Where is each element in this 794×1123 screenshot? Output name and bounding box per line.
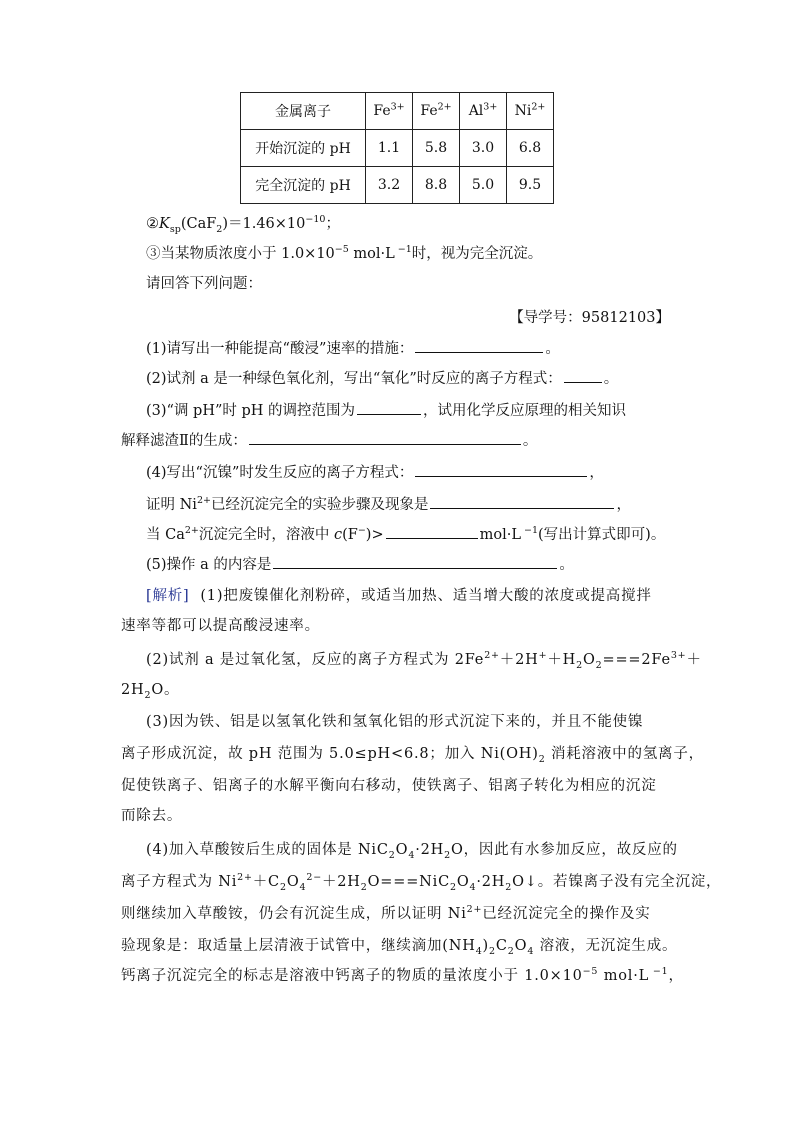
- table-cell: 5.8: [413, 130, 460, 167]
- question-3-cont: 解释滤渣Ⅱ的生成： 。: [121, 430, 537, 451]
- table-row: [241, 130, 554, 167]
- solution-4d: 验现象是：取适量上层清液于试管中，继续滴加$(NH_4)_2C_2O_4$ 溶液，无沉淀生成。: [121, 938, 678, 957]
- solution-3d: 而除去。: [121, 808, 183, 824]
- solution-4c: 则继续加入草酸铵，仍会有沉淀生成，所以证明 $Ni^{2+}$已经沉淀完全的操作及实: [121, 904, 651, 922]
- table-cell: 8.8: [413, 167, 460, 204]
- analysis-tag: [解析]: [146, 588, 190, 604]
- prompt-text: 请回答下列问题：: [146, 276, 262, 292]
- question-5: (5)操作 a 的内容是 。: [146, 554, 574, 575]
- table-row: [241, 167, 554, 204]
- answer-blank[interactable]: [415, 462, 587, 477]
- solution-1a: [解析] (1)把废镍催化剂粉碎，或适当加热、适当增大酸的浓度或提高搅拌: [146, 588, 652, 604]
- solution-4e: 钙离子沉淀完全的标志是溶液中钙离子的物质的量浓度小于 $1.0\times 10^{-5}$ mol·L $^{-1}$，: [121, 966, 684, 984]
- solution-4b: 离子方程式为 $Ni^{2+}+C_2O_4^{2-}+2H_2O===NiC_2O_4\cdot 2H_2O↓$。若镍离子没有完全沉淀，: [121, 872, 722, 893]
- table-header-cell: $Fe^{2+}$: [413, 93, 460, 130]
- question-2: (2)试剂 a 是一种绿色氧化剂，写出“氧化”时反应的离子方程式： 。: [146, 368, 618, 389]
- solution-3a: (3)因为铁、铝是以氢氧化铁和氢氧化铝的形式沉淀下来的，并且不能使镍: [146, 714, 644, 730]
- question-1: (1)请写出一种能提高“酸浸”速率的措施： 。: [146, 338, 560, 359]
- answer-blank[interactable]: [415, 338, 543, 353]
- question-4-prove: 证明 $Ni^{2+}$已经沉淀完全的实验步骤及现象是 ，: [146, 495, 631, 513]
- guide-number: 【导学号：95812103】: [509, 310, 670, 326]
- answer-blank[interactable]: [357, 400, 421, 415]
- question-3: (3)“调 pH”时 pH 的调控范围为 ，试用化学反应原理的相关知识: [146, 400, 626, 421]
- solution-1b: 速率等都可以提高酸浸速率。: [121, 618, 320, 634]
- question-4-ca: 当 $Ca^{2+}$沉淀完全时，溶液中 c(F−)> mol·L $^{-1}$(写出计算式即可)。: [146, 525, 666, 543]
- table-cell: 3.2: [366, 167, 413, 204]
- table-row-label: 开始沉淀的 pH: [241, 130, 366, 167]
- table-header-cell: $Ni^{2+}$: [507, 93, 554, 130]
- solution-3b: 离子形成沉淀，故 pH 范围为 5.0≤pH<6.8；加入 $Ni(OH)_2$ 消耗溶液中的氢离子，: [121, 746, 704, 765]
- solution-2b: $2H_2O$。: [121, 682, 180, 701]
- answer-blank[interactable]: [273, 554, 557, 569]
- table-cell: 1.1: [366, 130, 413, 167]
- table-cell: 6.8: [507, 130, 554, 167]
- note-ksp: $②K_{sp}(CaF_2)=1.46\times 10^{-10}$；: [146, 214, 340, 235]
- table-row-label: 完全沉淀的 pH: [241, 167, 366, 204]
- answer-blank[interactable]: [430, 494, 614, 509]
- metal-ion-ph-table: [240, 92, 554, 204]
- table-header-cell: $Fe^{3+}$: [366, 93, 413, 130]
- solution-3c: 促使铁离子、铝离子的水解平衡向右移动，使铁离子、铝离子转化为相应的沉淀: [121, 778, 657, 794]
- table-cell: 9.5: [507, 167, 554, 204]
- table-header-cell: 金属离子: [241, 93, 366, 130]
- question-4: (4)写出“沉镍”时发生反应的离子方程式： ，: [146, 462, 604, 483]
- table-cell: 3.0: [460, 130, 507, 167]
- answer-blank[interactable]: [564, 368, 602, 383]
- table-header-cell: $Al^{3+}$: [460, 93, 507, 130]
- table-cell: 5.0: [460, 167, 507, 204]
- table-header-row: [241, 93, 554, 130]
- solution-2a: (2)试剂 a 是过氧化氢，反应的离子方程式为 $2Fe^{2+}+2H^++H_2O_2===2Fe^{3+}+$: [146, 650, 702, 671]
- answer-blank[interactable]: [386, 524, 478, 539]
- solution-4a: (4)加入草酸铵后生成的固体是 $NiC_2O_4\cdot 2H_2O$，因此有水参加反应，故反应的: [146, 842, 678, 861]
- answer-blank[interactable]: [249, 430, 521, 445]
- note-complete-precipitation: ③当某物质浓度小于 $1.0\times 10^{-5}$ mol·L $^{-1}$时，视为完全沉淀。: [146, 244, 543, 262]
